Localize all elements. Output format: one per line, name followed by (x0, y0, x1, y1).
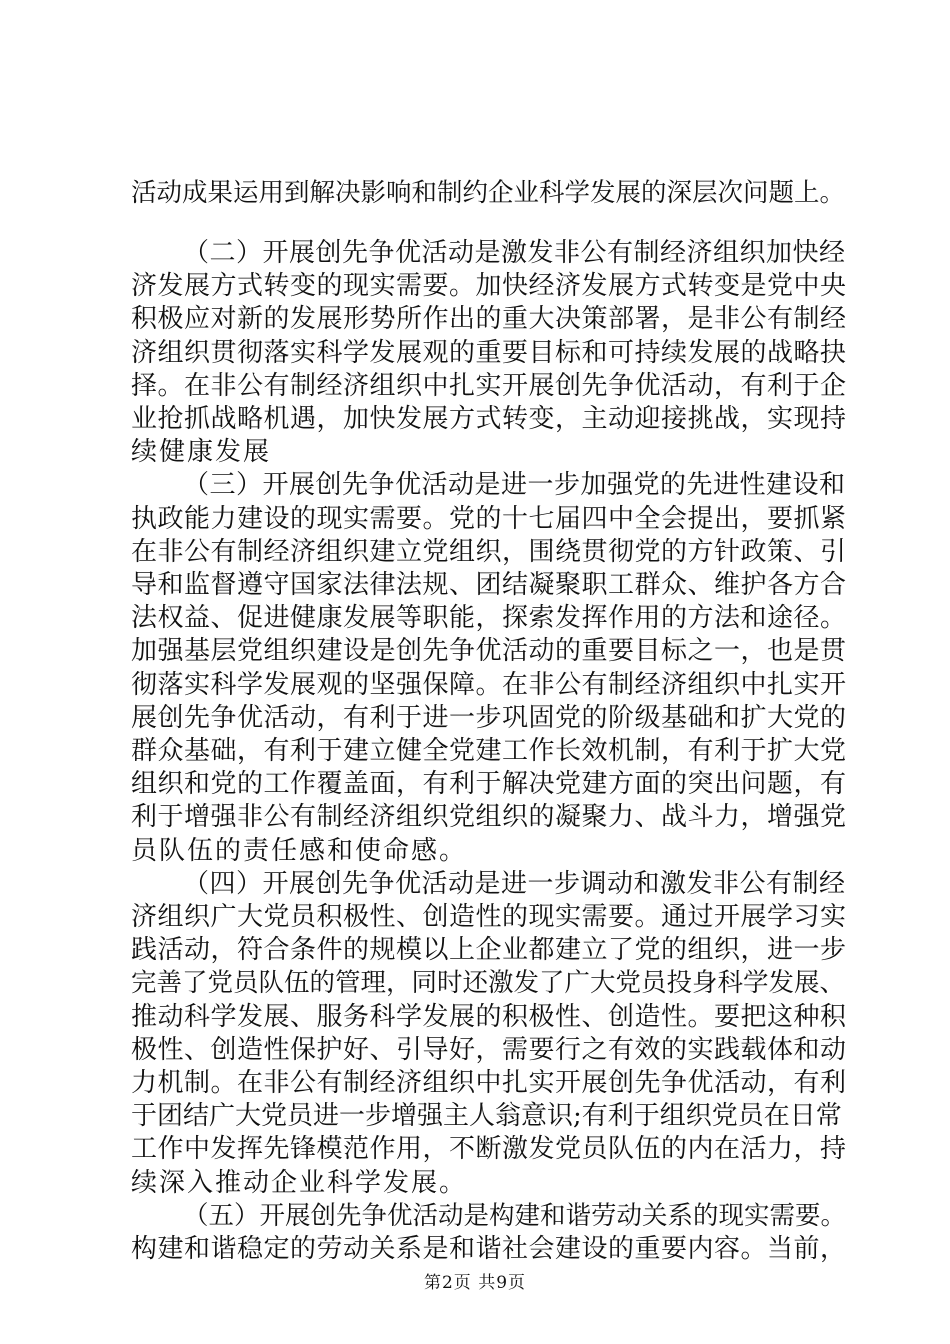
paragraph-line: 于团结广大党员进一步增强主人翁意识;有利于组织党员在日常 (131, 1101, 842, 1131)
paragraph-line: 法权益、促进健康发展等职能，探索发挥作用的方法和途径。 (131, 603, 847, 633)
paragraph-line: 导和监督遵守国家法律法规、团结凝聚职工群众、维护各方合 (131, 570, 847, 600)
paragraph-line: 择。在非公有制经济组织中扎实开展创先争优活动，有利于企 (131, 371, 847, 401)
paragraph-line: 在非公有制经济组织建立党组织，围绕贯彻党的方针政策、引 (131, 537, 847, 567)
paragraph-line: （二）开展创先争优活动是激发非公有制经济组织加快经 (183, 238, 846, 268)
paragraph-line: （三）开展创先争优活动是进一步加强党的先进性建设和 (183, 470, 846, 500)
paragraph-line: 续健康发展 (131, 437, 272, 467)
paragraph-line: 展创先争优活动，有利于进一步巩固党的阶级基础和扩大党的 (131, 703, 847, 733)
paragraph-line: 利于增强非公有制经济组织党组织的凝聚力、战斗力，增强党 (131, 802, 847, 832)
paragraph-line: 极性、创造性保护好、引导好，需要行之有效的实践载体和动 (131, 1035, 847, 1065)
paragraph-line: 活动成果运用到解决影响和制约企业科学发展的深层次问题上。 (131, 178, 846, 208)
paragraph-line: （四）开展创先争优活动是进一步调动和激发非公有制经 (183, 869, 846, 899)
paragraph-line: 构建和谐稳定的劳动关系是和谐社会建设的重要内容。当前， (131, 1234, 847, 1264)
paragraph-line: 济发展方式转变的现实需要。加快经济发展方式转变是党中央 (131, 271, 847, 301)
paragraph-line: 济组织贯彻落实科学发展观的重要目标和可持续发展的战略抉 (131, 338, 847, 368)
page-number-footer: 第2页 共9页 (423, 1273, 527, 1293)
paragraph-line: 加强基层党组织建设是创先争优活动的重要目标之一，也是贯 (131, 636, 847, 666)
paragraph-line: 践活动，符合条件的规模以上企业都建立了党的组织，进一步 (131, 935, 847, 965)
paragraph-line: （五）开展创先争优活动是构建和谐劳动关系的现实需要。 (183, 1201, 847, 1231)
paragraph-line: 积极应对新的发展形势所作出的重大决策部署，是非公有制经 (131, 304, 847, 334)
paragraph-line: 工作中发挥先锋模范作用，不断激发党员队伍的内在活力，持 (131, 1134, 847, 1164)
paragraph-line: 济组织广大党员积极性、创造性的现实需要。通过开展学习实 (131, 902, 847, 932)
paragraph-line: 员队伍的责任感和使命感。 (131, 836, 468, 866)
paragraph-line: 续深入推动企业科学发展。 (131, 1168, 468, 1198)
paragraph-line: 完善了党员队伍的管理，同时还激发了广大党员投身科学发展、 (131, 968, 846, 998)
paragraph-line: 力机制。在非公有制经济组织中扎实开展创先争优活动，有利 (131, 1068, 847, 1098)
paragraph-line: 推动科学发展、服务科学发展的积极性、创造性。要把这种积 (131, 1002, 847, 1032)
paragraph-line: 彻落实科学发展观的坚强保障。在非公有制经济组织中扎实开 (131, 670, 847, 700)
paragraph-line: 业抢抓战略机遇，加快发展方式转变，主动迎接挑战，实现持 (131, 404, 847, 434)
paragraph-line: 群众基础，有利于建立健全党建工作长效机制，有利于扩大党 (131, 736, 847, 766)
paragraph-line: 组织和党的工作覆盖面，有利于解决党建方面的突出问题，有 (131, 769, 847, 799)
paragraph-line: 执政能力建设的现实需要。党的十七届四中全会提出，要抓紧 (131, 504, 847, 534)
